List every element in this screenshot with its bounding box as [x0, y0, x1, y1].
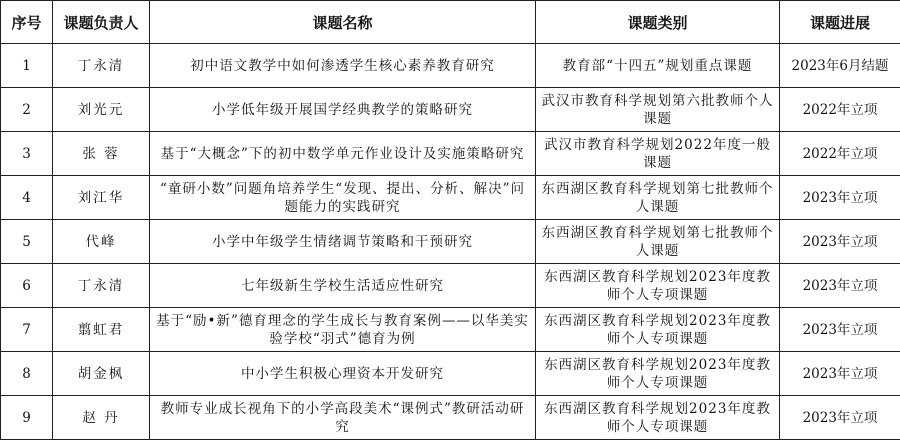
- row-title: “童研小数”问题角培养学生“发现、提出、分析、解决”问题能力的实践研究: [150, 176, 536, 220]
- row-progress: 2023年6月结题: [780, 44, 900, 88]
- row-index: 7: [1, 308, 53, 352]
- row-title: 基于“励•新”德育理念的学生成长与教育案例——以华美实验学校“羽式”德育为例: [150, 308, 536, 352]
- row-progress: 2023年立项: [780, 264, 900, 308]
- row-index: 5: [1, 220, 53, 264]
- row-leader: 张 蓉: [53, 132, 150, 176]
- table-row: [1, 176, 900, 220]
- row-category: 教育部“十四五”规划重点课题: [536, 44, 780, 88]
- row-leader: 丁永清: [53, 264, 150, 308]
- table-header-row: [1, 1, 900, 44]
- table-row: [1, 132, 900, 176]
- row-title: 小学低年级开展国学经典教学的策略研究: [150, 88, 536, 132]
- row-title: 中小学生积极心理资本开发研究: [150, 352, 536, 396]
- header-index: 序号: [1, 1, 53, 44]
- header-progress: 课题进展: [780, 1, 900, 44]
- row-category: 东西湖区教育科学规划第七批教师个人课题: [536, 220, 780, 264]
- row-index: 6: [1, 264, 53, 308]
- table-row: [1, 220, 900, 264]
- row-leader: 赵 丹: [53, 396, 150, 440]
- row-progress: 2023年立项: [780, 176, 900, 220]
- row-leader: 刘江华: [53, 176, 150, 220]
- row-leader: 胡金枫: [53, 352, 150, 396]
- row-title: 初中语文教学中如何渗透学生核心素养教育研究: [150, 44, 536, 88]
- row-progress: 2022年立项: [780, 132, 900, 176]
- header-title: 课题名称: [150, 1, 536, 44]
- row-category: 东西湖区教育科学规划2023年度教师个人专项课题: [536, 396, 780, 440]
- row-index: 2: [1, 88, 53, 132]
- row-leader: 翦虹君: [53, 308, 150, 352]
- row-leader: 丁永清: [53, 44, 150, 88]
- row-index: 9: [1, 396, 53, 440]
- row-index: 1: [1, 44, 53, 88]
- header-leader: 课题负责人: [53, 1, 150, 44]
- table-row: [1, 264, 900, 308]
- row-title: 小学中年级学生情绪调节策略和干预研究: [150, 220, 536, 264]
- row-index: 4: [1, 176, 53, 220]
- row-index: 3: [1, 132, 53, 176]
- row-title: 基于“大概念”下的初中数学单元作业设计及实施策略研究: [150, 132, 536, 176]
- table-row: [1, 396, 900, 440]
- row-progress: 2023年立项: [780, 396, 900, 440]
- row-progress: 2022年立项: [780, 88, 900, 132]
- table-row: [1, 352, 900, 396]
- row-category: 东西湖区教育科学规划2023年度教师个人专项课题: [536, 264, 780, 308]
- row-category: 武汉市教育科学规划第六批教师个人课题: [536, 88, 780, 132]
- row-category: 东西湖区教育科学规划第七批教师个人课题: [536, 176, 780, 220]
- row-progress: 2023年立项: [780, 220, 900, 264]
- row-leader: 代峰: [53, 220, 150, 264]
- row-title: 教师专业成长视角下的小学高段美术“课例式”教研活动研究: [150, 396, 536, 440]
- row-title: 七年级新生学校生活适应性研究: [150, 264, 536, 308]
- row-leader: 刘光元: [53, 88, 150, 132]
- row-index: 8: [1, 352, 53, 396]
- row-progress: 2023年立项: [780, 308, 900, 352]
- table-row: [1, 308, 900, 352]
- table-row: [1, 88, 900, 132]
- table-row: [1, 44, 900, 88]
- header-category: 课题类别: [536, 1, 780, 44]
- row-category: 东西湖区教育科学规划2023年度教师个人专项课题: [536, 352, 780, 396]
- row-progress: 2023年立项: [780, 352, 900, 396]
- row-category: 武汉市教育科学规划2022年度一般课题: [536, 132, 780, 176]
- row-category: 东西湖区教育科学规划2023年度教师个人专项课题: [536, 308, 780, 352]
